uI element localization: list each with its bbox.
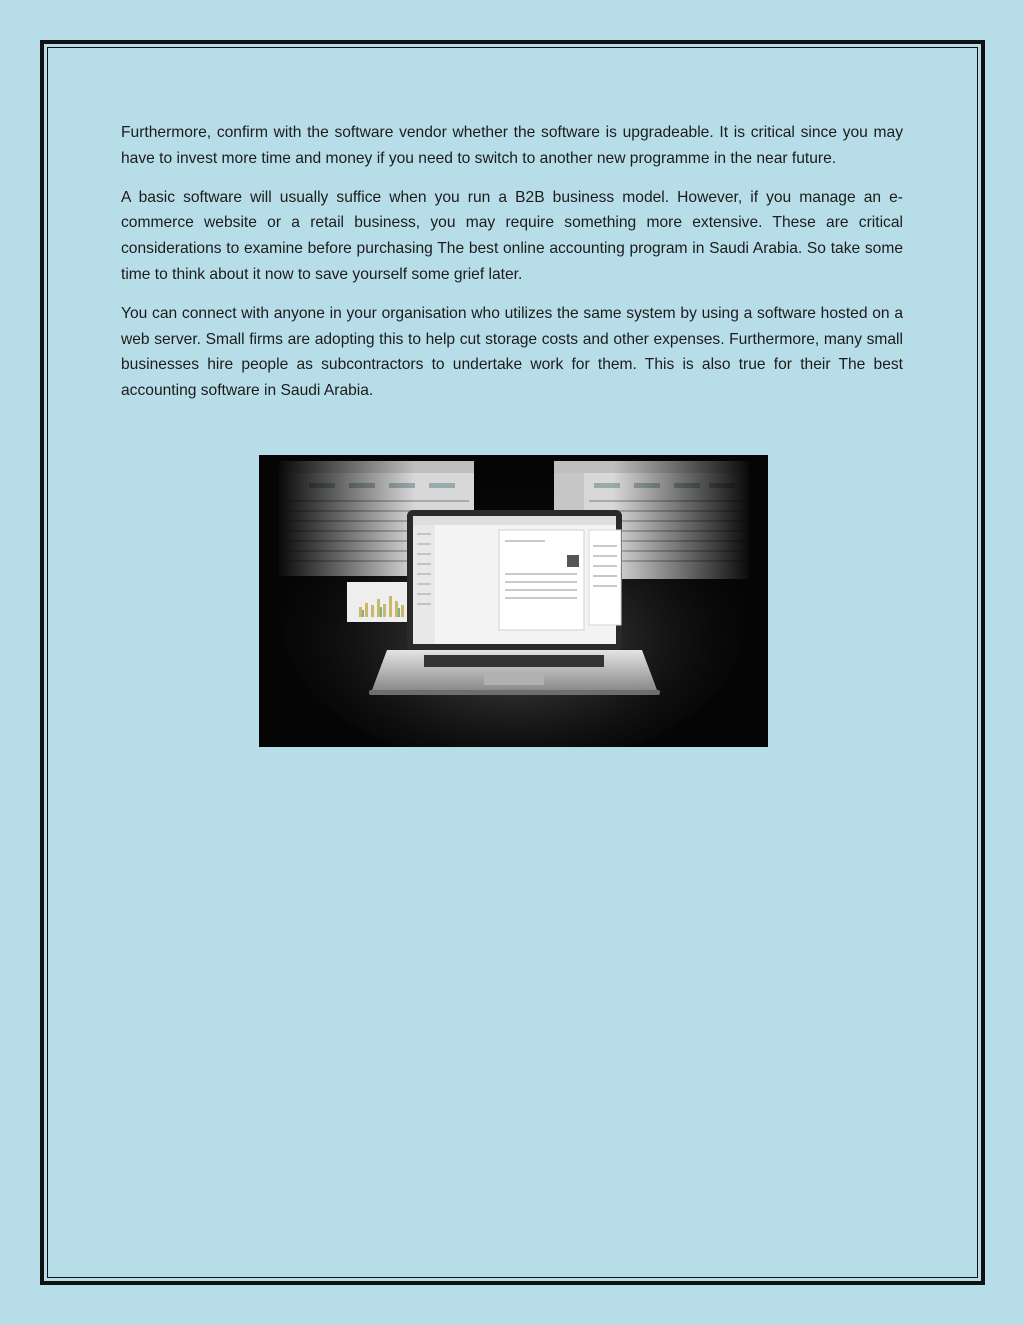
laptop-screen	[407, 510, 622, 650]
document-body	[121, 120, 903, 417]
laptop-illustration	[259, 455, 768, 747]
laptop-base	[369, 650, 660, 695]
paragraph-web-server: You can connect with anyone in your organisation who utilizes the same system by using a software hosted on a web server. Small firms are adopting this to help cut storage costs and other expenses. Furthermore, many small businesses hire people as subcontractors to undertake work for them. This is also true for their The best accounting software in Saudi Arabia.	[121, 304, 903, 400]
laptop-dashboard-image	[259, 455, 768, 747]
paragraph-business-model: A basic software will usually suffice when you run a B2B business model. However, if you manage an e-commerce website or a retail business, you may require something more extensive. These are critical considerations to examine before purchasing The best online accounting program in Saudi Arabia. So take some time to think about it now to save yourself some grief later.	[121, 188, 903, 283]
paragraph-upgradeable: Furthermore, confirm with the software vendor whether the software is upgradeable. It is critical since you may have to invest more time and money if you need to switch to another new programme in the near future.	[121, 124, 903, 167]
